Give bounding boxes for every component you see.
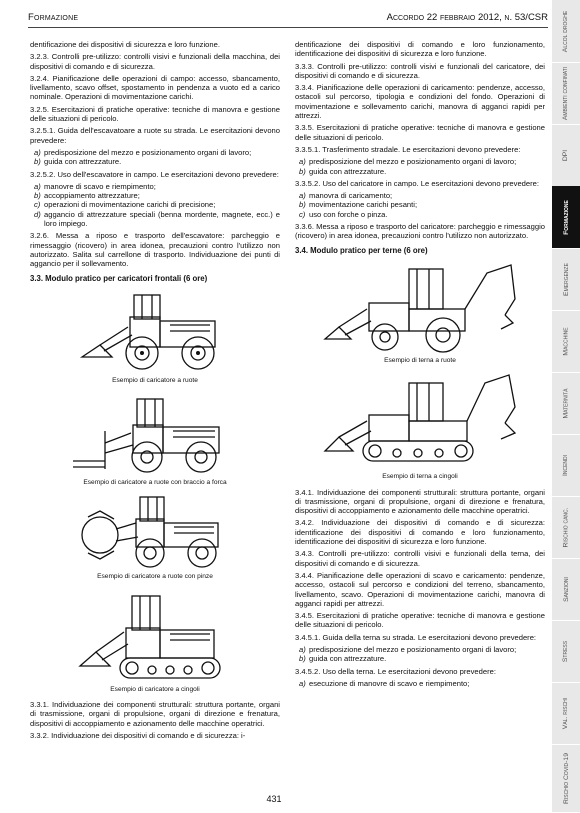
sidebar-tab-incendi[interactable]: Incendi — [552, 434, 580, 497]
running-header — [28, 12, 548, 26]
paragraph: 3.3.2. Individuazione dei dispositivi di comando e di sicurezza: i- — [30, 730, 246, 740]
figure-crawler-backhoe — [295, 371, 545, 481]
list-item: a) manovre di scavo e riempimento; — [34, 181, 156, 191]
right-column — [295, 40, 545, 691]
left-column — [30, 40, 280, 743]
paragraph: 3.4.1. Individuazione dei componenti strutturali: struttura portante, organi di trasmissione, organi di propulsione, organi di direzione e frenatura, dispositivi di accoppiamento e azionamento delle macchine operatrici. — [295, 487, 545, 516]
paragraph: 3.3.3. Controlli pre-utilizzo: controlli visivi e funzionali del caricatore, dei dispositivi di comando e di sicurezza. — [295, 61, 545, 80]
paragraph: 3.2.3. Controlli pre-utilizzo: controlli visivi e funzionali della macchina, dei dispositivi di comando e di sicurezza. — [30, 52, 280, 71]
sidebar-tab-rischio-covid[interactable]: Rischio Covid-19 — [552, 744, 580, 813]
paragraph: 3.4.3. Controlli pre-utilizzo: controlli visivi e funzionali della terna, dei dispositivi di comando e di sicurezza. — [295, 549, 545, 568]
list-item: d) aggancio di attrezzature speciali (benna mordente, magnete, ecc.) e loro impiego. — [34, 209, 280, 229]
figure-wheeled-backhoe — [295, 259, 545, 365]
clamp-loader-illustration — [70, 493, 240, 571]
list-item: a) manovra di caricamento; — [299, 191, 393, 201]
figure-caption: Esempio di caricatore a ruote — [112, 376, 198, 384]
figure-crawler-loader — [30, 588, 280, 694]
crawler-backhoe-illustration — [315, 371, 525, 471]
list-item: b) accoppiamento attrezzature; — [34, 191, 140, 201]
list-item: b) guida con attrezzature. — [299, 166, 387, 176]
paragraph: 3.4.5.2. Uso della terna. Le esercitazioni devono prevedere: — [295, 666, 496, 676]
page-number: 431 — [266, 794, 282, 804]
list-item: b) guida con attrezzature. — [299, 654, 387, 664]
list-item: a) predisposizione del mezzo e posizionamento organi di lavoro; — [299, 157, 517, 167]
paragraph: 3.3.6. Messa a riposo e trasporto del caricatore: parcheggio e rimessaggio (ricovero) in area idonea, precauzioni contro l'utilizzo non autorizzato. — [295, 222, 545, 241]
sidebar-tab-alcol-droghe[interactable]: Alcol droghe — [552, 0, 580, 63]
figure-caption: Esempio di caricatore a ruote con pinze — [97, 573, 213, 581]
paragraph: 3.4.2. Individuazione dei dispositivi di comando e di sicurezza: identificazione dei dispositivi di comando e loro funzionamento, identificazione dei dispositivi di sicurezza e loro funzione. — [295, 518, 545, 547]
sidebar-tab-macchine[interactable]: Macchine — [552, 310, 580, 373]
wheeled-backhoe-illustration — [315, 259, 525, 355]
sidebar-tab-emergenze[interactable]: Emergenze — [552, 248, 580, 311]
list-item: b) guida con attrezzature. — [34, 157, 122, 167]
thumb-index-sidebar — [552, 0, 580, 812]
paragraph: 3.2.4. Pianificazione delle operazioni di campo: accesso, sbancamento, livellamento, scavo offset, spostamento in pendenza a vuoto ed a carico nominale. Operazioni di movimentazione carichi. — [30, 73, 280, 102]
paragraph: 3.4.5.1. Guida della terna su strada. Le esercitazioni devono prevedere: — [295, 632, 537, 642]
fork-loader-illustration — [65, 391, 245, 477]
figure-wheel-loader-clamp — [30, 493, 280, 581]
section-heading: 3.3. Modulo pratico per caricatori frontali (6 ore) — [30, 273, 208, 283]
list-item: c) uso con forche o pinza. — [299, 209, 388, 219]
list — [295, 645, 545, 664]
sidebar-tab-maternita[interactable]: Maternità — [552, 372, 580, 435]
list-item: a) predisposizione del mezzo e posizionamento organi di lavoro; — [34, 147, 252, 157]
paragraph: 3.3.4. Pianificazione delle operazioni di caricamento: pendenze, accesso, ostacoli sul percorso, tipologia e condizioni del fondo. Operazioni di movimentazione e sollevamento carichi, manovra di agganci rapidi per attrezzi. — [295, 83, 545, 121]
sidebar-tab-formazione[interactable]: Formazione — [552, 186, 580, 249]
paragraph: 3.3.5.2. Uso del caricatore in campo. Le esercitazioni devono prevedere: — [295, 178, 539, 188]
figure-wheel-loader — [30, 287, 280, 385]
list-item: b) movimentazione carichi pesanti; — [299, 200, 418, 210]
paragraph: 3.3.1. Individuazione dei componenti strutturali: struttura portante, organi di trasmissione, organi di propulsione, organi di direzione e frenatura, dispositivi di accoppiamento e azionamento delle macchine operatrici. — [30, 700, 280, 728]
sidebar-tab-rischio-canc[interactable]: Rischio canc. — [552, 496, 580, 559]
figure-wheel-loader-fork — [30, 391, 280, 487]
list-item: c) operazioni di movimentazione carichi di precisione; — [34, 200, 216, 210]
paragraph: 3.4.5. Esercitazioni di pratiche operative: tecniche di manovra e gestione delle situazioni di pericolo. — [295, 611, 545, 630]
paragraph: 3.2.5.1. Guida dell'escavatoare a ruote su strada. Le esercitazioni devono prevedere: — [30, 126, 280, 145]
figure-caption: Esempio di caricatore a cingoli — [110, 685, 200, 693]
paragraph: 3.4.4. Pianificazione delle operazioni di scavo e caricamento: pendenze, accesso, ostacoli sul percorso e condizioni del terreno, sbancamento, livellamento, scavo. Operazioni di movimentazione carichi, manovra di agganci rapidi per attrezzi. — [295, 570, 545, 608]
paragraph: 3.3.5. Esercitazioni di pratiche operative: tecniche di manovra e gestione delle situazioni di pericolo. — [295, 123, 545, 142]
figure-caption: Esempio di terna a ruote — [384, 356, 456, 364]
list-item: a) predisposizione del mezzo e posizionamento organi di lavoro; — [299, 644, 517, 654]
paragraph: 3.3.5.1. Trasferimento stradale. Le esercitazioni devono prevedere: — [295, 144, 521, 154]
list-item: a) esecuzione di manovre di scavo e riempimento; — [299, 678, 470, 688]
list — [295, 679, 545, 688]
paragraph: 3.2.5. Esercitazioni di pratiche operative: tecniche di manovra e gestione delle situazioni di pericolo. — [30, 104, 280, 124]
sidebar-tab-dpi[interactable]: DPI — [552, 124, 580, 187]
paragraph: dentificazione dei dispositivi di sicurezza e loro funzione. — [30, 40, 220, 49]
header-document-ref: Accordo 22 febbraio 2012, n. 53/CSR — [386, 12, 548, 23]
sidebar-tab-stress[interactable]: Stress — [552, 620, 580, 683]
paragraph: 3.2.6. Messa a riposo e trasporto dell'escavatore: parcheggio e rimessaggio (ricovero) in area idonea, precauzioni contro l'utilizzo non autorizzato. Salita sul carrellone di trasporto. Individuazione dei punti di aggancio per il sollevamento. — [30, 231, 280, 269]
sidebar-tab-ambienti-confinati[interactable]: Ambienti confinati — [552, 62, 580, 125]
crawler-loader-illustration — [70, 588, 240, 684]
header-rule — [28, 27, 548, 28]
paragraph: 3.2.5.2. Uso dell'escavatore in campo. Le esercitazioni devono prevedere: — [30, 169, 279, 179]
wheel-loader-illustration — [70, 287, 240, 375]
section-heading: 3.4. Modulo pratico per terne (6 ore) — [295, 245, 428, 255]
header-section-title: Formazione — [28, 12, 79, 23]
paragraph: dentificazione dei dispositivi di comando e loro funzionamento, identificazione dei dispositivi di sicurezza e loro funzione. — [295, 40, 545, 59]
figure-caption: Esempio di caricatore a ruote con braccio a forca — [83, 479, 227, 487]
list — [30, 182, 280, 228]
sidebar-tab-sanzioni[interactable]: Sanzioni — [552, 558, 580, 621]
sidebar-tab-val-rischi[interactable]: Val. rischi — [552, 682, 580, 745]
list — [30, 148, 280, 167]
figure-caption: Esempio di terna a cingoli — [382, 473, 458, 481]
list — [295, 157, 545, 176]
list — [295, 191, 545, 219]
